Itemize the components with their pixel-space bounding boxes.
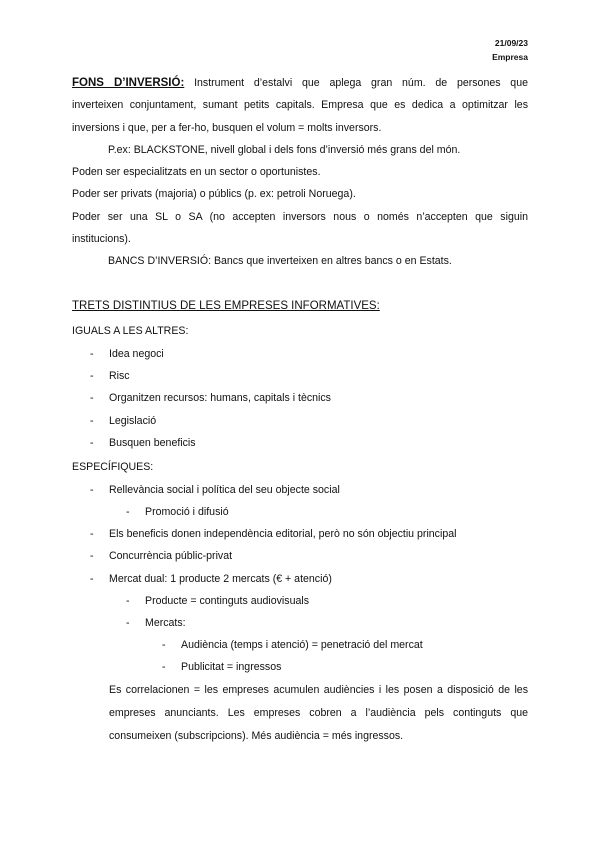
- iguals-item-1: Idea negoci: [109, 348, 164, 360]
- fons-point-1: Poden ser especialitzats en un sector o oportunistes.: [72, 166, 321, 178]
- especifiques-item-4-sub-2-a: Audiència (temps i atenció) = penetració del mercat: [181, 639, 423, 651]
- bullet-dash: -: [90, 550, 94, 562]
- especifiques-item-4: Mercat dual: 1 producte 2 mercats (€ + atenció): [109, 573, 332, 585]
- especifiques-item-4-sub-1: Producte = continguts audiovisuals: [145, 595, 310, 607]
- trets-title: TRETS DISTINTIUS DE LES EMPRESES INFORMATIVES:: [72, 300, 380, 312]
- especifiques-item-4-sub-2-b: Publicitat = ingressos: [181, 661, 282, 673]
- bullet-dash: -: [90, 415, 94, 427]
- iguals-label: IGUALS A LES ALTRES:: [72, 325, 189, 337]
- bullet-dash: -: [126, 617, 130, 629]
- especifiques-label: ESPECÍFIQUES:: [72, 461, 154, 473]
- fons-title: FONS D’INVERSIÓ:: [72, 77, 185, 89]
- bullet-dash: -: [90, 484, 94, 496]
- bullet-dash: -: [90, 528, 94, 540]
- fons-point-2: Poder ser privats (majoria) o públics (p. ex: petroli Noruega).: [72, 188, 356, 200]
- especifiques-item-4-sub-2: Mercats:: [145, 617, 186, 629]
- fons-paragraph-line-2: inverteixen conjuntament, sumant petits capitals. Empresa que es dedica a optimitzar les: [72, 99, 528, 111]
- iguals-item-4: Legislació: [109, 415, 157, 427]
- bullet-dash: -: [90, 573, 94, 585]
- fons-paragraph-line-1: [72, 76, 528, 90]
- bullet-dash: -: [90, 370, 94, 382]
- bullet-dash: -: [90, 437, 94, 449]
- correlacio-line-1: Es correlacionen = les empreses acumulen audiències i les posen a disposició de les: [109, 684, 528, 696]
- correlacio-line-2: empreses anunciants. Les empreses cobren a l’audiència pels continguts que: [109, 707, 528, 719]
- bullet-dash: -: [126, 595, 130, 607]
- bullet-dash: -: [126, 506, 130, 518]
- header-date: 21/09/23: [494, 38, 528, 48]
- fons-paragraph-line-3: inversions i que, per a fer-ho, busquen el volum = molts inversors.: [72, 122, 382, 134]
- bullet-dash: -: [90, 392, 94, 404]
- bullet-dash: -: [162, 661, 166, 673]
- fons-point-3-line-1: Poder ser una SL o SA (no accepten inversors nous o només n’accepten que siguin: [72, 211, 528, 223]
- correlacio-line-3: consumeixen (subscripcions). Més audiència = més ingressos.: [109, 730, 404, 742]
- fons-definition-start: Instrument d’estalvi que aplega gran núm. de persones que: [194, 77, 528, 89]
- bullet-dash: -: [162, 639, 166, 651]
- especifiques-item-1: Rellevància social i política del seu objecte social: [109, 484, 340, 496]
- especifiques-item-3: Concurrència públic-privat: [109, 550, 233, 562]
- fons-point-3-line-2: institucions).: [72, 233, 131, 245]
- especifiques-item-2: Els beneficis donen independència editorial, però no són objectiu principal: [109, 528, 457, 540]
- iguals-item-5: Busquen beneficis: [109, 437, 196, 449]
- bullet-dash: -: [90, 348, 94, 360]
- bancs-inversio: BANCS D’INVERSIÓ: Bancs que inverteixen en altres bancs o en Estats.: [108, 255, 452, 267]
- iguals-item-2: Risc: [109, 370, 130, 382]
- especifiques-item-1-sub: Promoció i difusió: [145, 506, 229, 518]
- iguals-item-3: Organitzen recursos: humans, capitals i tècnics: [109, 392, 331, 404]
- header-subject: Empresa: [492, 52, 528, 62]
- fons-example: P.ex: BLACKSTONE, nivell global i dels fons d’inversió més grans del món.: [108, 144, 461, 156]
